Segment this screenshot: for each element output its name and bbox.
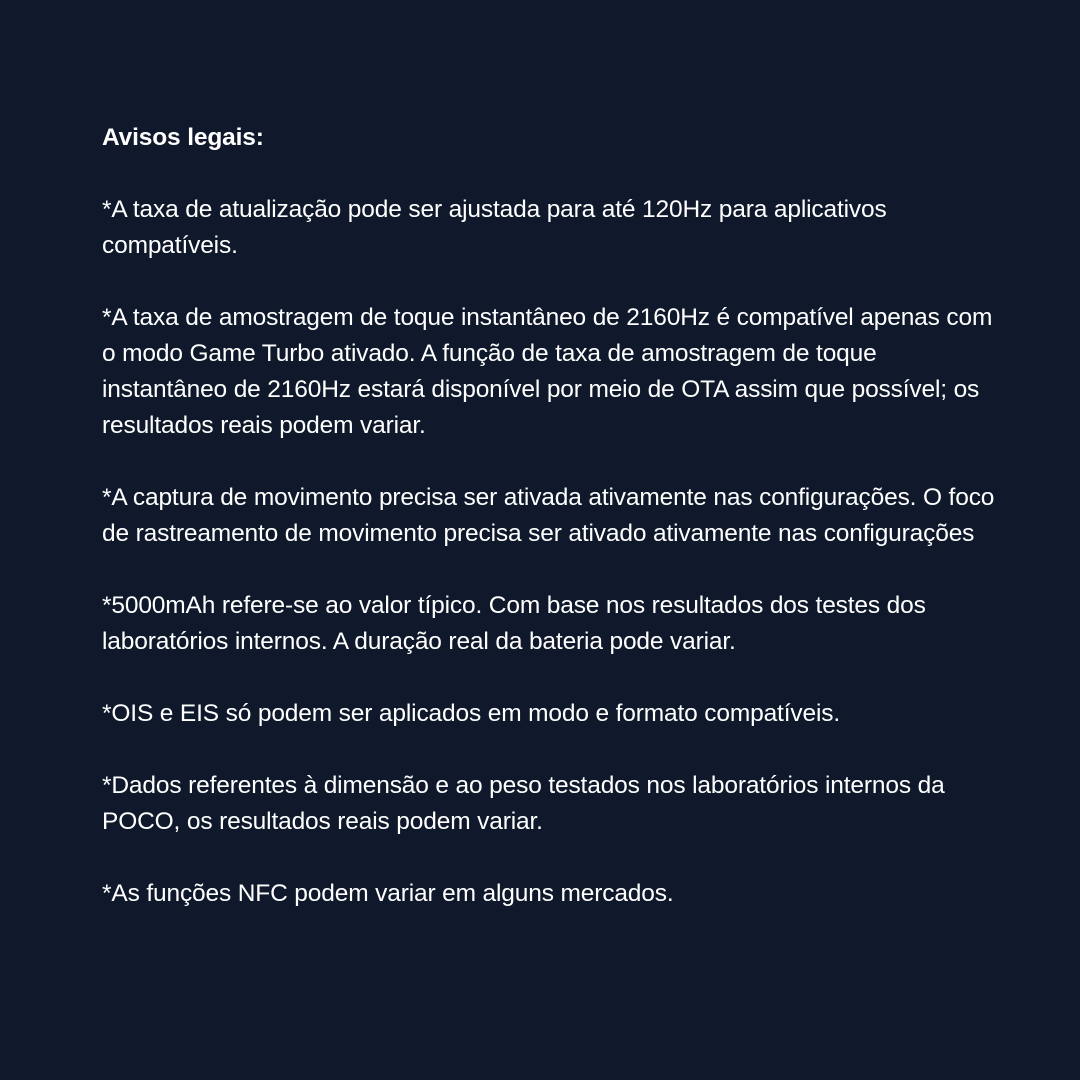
legal-notices-page [102, 120, 1002, 912]
page-title: Avisos legais: [102, 124, 264, 151]
notice-dimensions-weight: *Dados referentes à dimensão e ao peso testados nos laboratórios internos da POCO, os resultados reais podem variar. [102, 772, 945, 835]
notice-stabilization: *OIS e EIS só podem ser aplicados em modo e formato compatíveis. [102, 700, 840, 727]
notice-battery: *5000mAh refere-se ao valor típico. Com base nos resultados dos testes dos laboratórios internos. A duração real da bateria pode variar. [102, 592, 926, 655]
notice-touch-sampling-rate: *A taxa de amostragem de toque instantâneo de 2160Hz é compatível apenas com o modo Game Turbo ativado. A função de taxa de amostragem de toque instantâneo de 2160Hz estará disponível por meio de OTA assim que possível; os resultados reais podem variar. [102, 304, 993, 439]
notice-nfc: *As funções NFC podem variar em alguns mercados. [102, 880, 674, 907]
notice-motion-capture: *A captura de movimento precisa ser ativada ativamente nas configurações. O foco de rastreamento de movimento precisa ser ativado ativamente nas configurações [102, 484, 995, 547]
notice-refresh-rate: *A taxa de atualização pode ser ajustada para até 120Hz para aplicativos compatíveis. [102, 196, 887, 259]
